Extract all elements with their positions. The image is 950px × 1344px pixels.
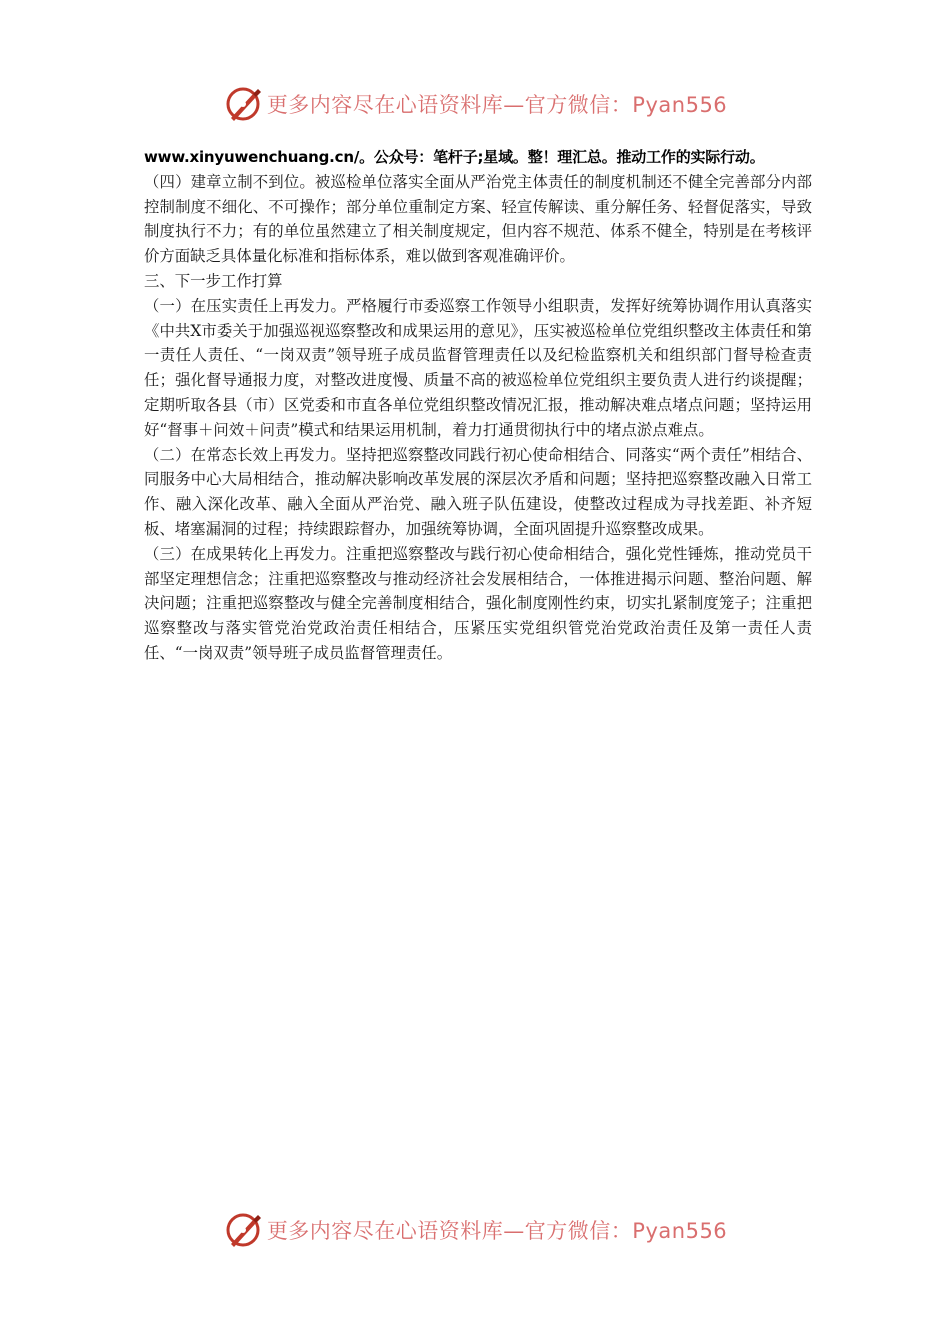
- footer-banner: [0, 1208, 950, 1252]
- source-url-line: www.xinyuwenchuang.cn/。公众号：笔杆子;星域。整！理汇总。推动工作的实际行动。: [144, 148, 765, 166]
- section-heading-next-steps: 三、下一步工作打算: [144, 271, 283, 290]
- document-body: [144, 145, 812, 666]
- banner-text: 更多内容尽在心语资料库—官方微信：Pyan556: [266, 1219, 728, 1243]
- pen-logo-icon: [223, 84, 263, 124]
- paragraph-subsection-1: （一）在压实责任上再发力。严格履行市委巡察工作领导小组职责，发挥好统筹协调作用认真落实《中共X市委关于加强巡视巡察整改和成果运用的意见》，压实被巡检单位党组织整改主体责任和第一责任人责任、“一岗双责”领导班子成员监督管理责任以及纪检监察机关和组织部门督导检查责任；强化督导通报力度，对整改进度慢、质量不高的被巡检单位党组织主要负责人进行约谈提醒；定期听取各县（市）区党委和市直各单位党组织整改情况汇报，推动解决难点堵点问题；坚持运用好“督事＋问效＋问责”模式和结果运用机制，着力打通贯彻执行中的堵点淤点难点。: [144, 296, 812, 439]
- header-banner: [0, 82, 950, 126]
- banner-text: 更多内容尽在心语资料库—官方微信：Pyan556: [266, 93, 728, 117]
- paragraph-subsection-3: （三）在成果转化上再发力。注重把巡察整改与践行初心使命相结合，强化党性锤炼，推动党员干部坚定理想信念；注重把巡察整改与推动经济社会发展相结合，一体推进揭示问题、整治问题、解决问题；注重把巡察整改与健全完善制度相结合，强化制度刚性约束，切实扎紧制度笼子；注重把巡察整改与落实管党治党政治责任相结合，压紧压实党组织管党治党政治责任及第一责任人责任、“一岗双责”领导班子成员监督管理责任。: [144, 544, 812, 662]
- paragraph-subsection-2: （二）在常态长效上再发力。坚持把巡察整改同践行初心使命相结合、同落实“两个责任”相结合、同服务中心大局相结合，推动解决影响改革发展的深层次矛盾和问题；坚持把巡察整改融入日常工作、融入深化改革、融入全面从严治党、融入班子队伍建设，使整改过程成为寻找差距、补齐短板、堵塞漏洞的过程；持续跟踪督办，加强统筹协调，全面巩固提升巡察整改成果。: [144, 445, 812, 538]
- pen-logo-icon: [223, 1210, 263, 1250]
- paragraph-section-4: （四）建章立制不到位。被巡检单位落实全面从严治党主体责任的制度机制还不健全完善部分内部控制制度不细化、不可操作；部分单位重制定方案、轻宣传解读、重分解任务、轻督促落实，导致制度执行不力；有的单位虽然建立了相关制度规定，但内容不规范、体系不健全，特别是在考核评价方面缺乏具体量化标准和指标体系，难以做到客观准确评价。: [144, 172, 812, 266]
